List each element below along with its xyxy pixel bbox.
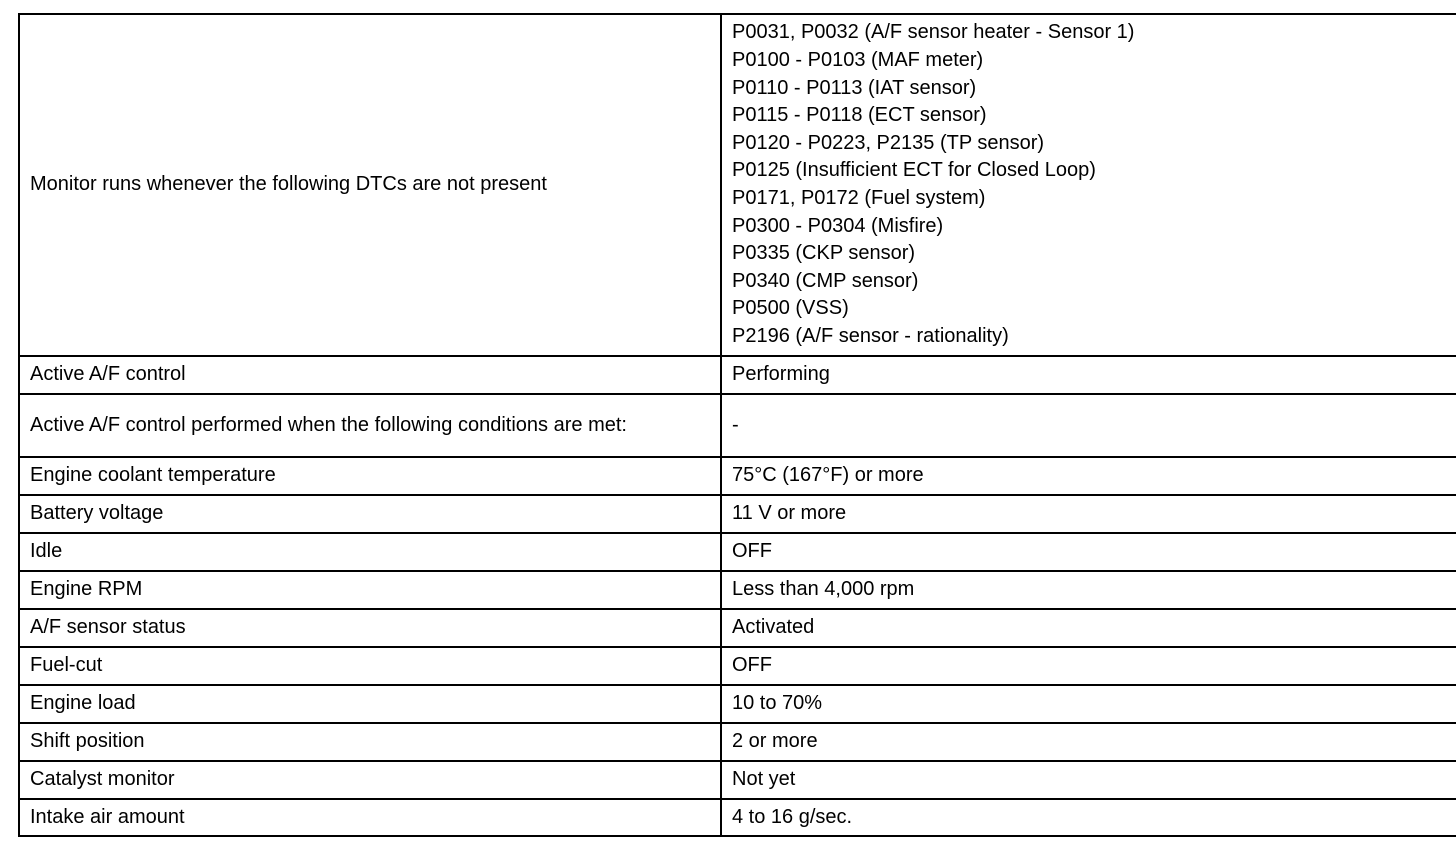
condition-value: 2 or more (721, 723, 1456, 761)
dtc-entry: P0500 (VSS) (732, 297, 849, 320)
table-row (19, 723, 1456, 761)
condition-label: Fuel-cut (19, 647, 721, 685)
condition-value: 75°C (167°F) or more (721, 457, 1456, 495)
table-row (19, 356, 1456, 394)
condition-value: Not yet (721, 761, 1456, 799)
dtc-entry: P0171, P0172 (Fuel system) (732, 187, 986, 209)
dtc-entry: P0110 - P0113 (IAT sensor) (732, 76, 977, 99)
conditions-table (18, 13, 1456, 837)
dtc-entry: P0100 - P0103 (MAF meter) (732, 49, 984, 72)
dtc-entry: P2196 (A/F sensor - rationality) (732, 324, 1009, 347)
condition-value: OFF (721, 647, 1456, 685)
dtc-list (721, 14, 1456, 356)
condition-value: 4 to 16 g/sec. (721, 799, 1456, 836)
table-row (19, 609, 1456, 647)
condition-label: Active A/F control performed when the following conditions are met: (19, 394, 721, 457)
condition-value: 11 V or more (721, 495, 1456, 533)
condition-label: Active A/F control (19, 356, 721, 394)
table-row (19, 799, 1456, 836)
table-row (19, 14, 1456, 356)
dtc-entry: P0335 (CKP sensor) (732, 242, 916, 265)
dtc-entry: P0300 - P0304 (Misfire) (732, 214, 944, 237)
table-row (19, 495, 1456, 533)
table-row (19, 647, 1456, 685)
condition-label: Catalyst monitor (19, 761, 721, 799)
condition-label: Engine load (19, 685, 721, 723)
condition-label: Intake air amount (19, 799, 721, 836)
dtc-entry: P0115 - P0118 (ECT sensor) (732, 104, 987, 127)
table-row (19, 457, 1456, 495)
dtc-entry: P0340 (CMP sensor) (732, 269, 919, 292)
condition-value: 10 to 70% (721, 685, 1456, 723)
condition-label: Engine RPM (19, 571, 721, 609)
condition-label: Idle (19, 533, 721, 571)
table-row (19, 571, 1456, 609)
table-row (19, 761, 1456, 799)
dtc-entry: P0120 - P0223, P2135 (TP sensor) (732, 131, 1045, 154)
condition-label: Battery voltage (19, 495, 721, 533)
condition-label: Engine coolant temperature (19, 457, 721, 495)
table-row (19, 685, 1456, 723)
condition-value: Performing (721, 356, 1456, 394)
condition-label: Shift position (19, 723, 721, 761)
condition-value: OFF (721, 533, 1456, 571)
table-row (19, 394, 1456, 457)
condition-value: Less than 4,000 rpm (721, 571, 1456, 609)
condition-label: A/F sensor status (19, 609, 721, 647)
dtc-entry: P0031, P0032 (A/F sensor heater - Sensor 1) (732, 21, 1135, 44)
condition-value: Activated (721, 609, 1456, 647)
condition-label: Monitor runs whenever the following DTCs are not present (19, 14, 721, 356)
dtc-entry: P0125 (Insufficient ECT for Closed Loop) (732, 159, 1096, 182)
condition-value: - (721, 394, 1456, 457)
table-row (19, 533, 1456, 571)
